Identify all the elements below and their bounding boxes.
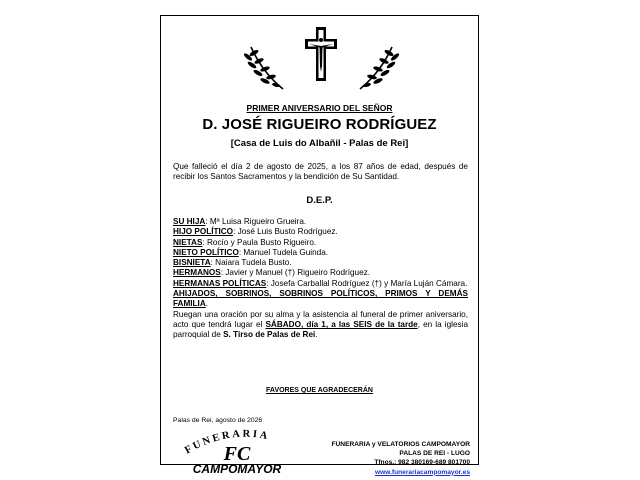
family-relation: HIJO POLÍTICO bbox=[173, 227, 234, 237]
family-row bbox=[173, 279, 468, 289]
family-members: : Josefa Carballal Rodríguez (†) y María Luján Cámara. bbox=[266, 278, 468, 288]
family-row bbox=[173, 217, 468, 227]
family-members: : José Luis Busto Rodríguez. bbox=[233, 227, 338, 237]
family-members: : Rocío y Paula Busto Rigueiro. bbox=[202, 237, 317, 247]
family-relation: BISNIETA bbox=[173, 258, 211, 268]
laurel-branch-right-icon bbox=[356, 43, 400, 91]
family-members: . bbox=[205, 299, 209, 309]
deceased-name: D. JOSÉ RIGUEIRO RODRÍGUEZ bbox=[202, 116, 437, 133]
anniversary-subtitle: PRIMER ANIVERSARIO DEL SEÑOR bbox=[246, 103, 393, 113]
request-text: , en la iglesia parroquial de bbox=[173, 319, 468, 340]
laurel-branch-left-icon bbox=[243, 43, 287, 91]
logo-monogram: FC bbox=[223, 443, 251, 465]
family-members: : Mª Luisa Rigueiro Grueira. bbox=[205, 217, 307, 226]
funeral-datetime: SÁBADO, día 1, a las SEIS de la tarde bbox=[265, 319, 418, 329]
company-location: PALAS DE REI - LUGO bbox=[399, 450, 470, 458]
obituary-card bbox=[160, 15, 479, 476]
house-name: [Casa de Luis do Albañil - Palas de Rei] bbox=[230, 138, 409, 149]
family-relation: NIETO POLÍTICO bbox=[173, 247, 239, 257]
company-phones: Tfnos.: 982 380169-689 801700 bbox=[374, 459, 470, 467]
family-row bbox=[173, 258, 468, 268]
place-date: Palas de Rei, agosto de 2026 bbox=[173, 417, 263, 424]
family-members: : Javier y Manuel (†) Rigueiro Rodríguez. bbox=[220, 268, 371, 278]
family-relation: HERMANOS bbox=[173, 268, 221, 278]
company-website-link[interactable]: www.funerariacampomayor.es bbox=[374, 468, 470, 476]
death-notice-text: Que falleció el día 2 de agosto de 2025, a los 87 años de edad, después de recibir los Santos Sacramentos y la bendición de Su Santidad. bbox=[173, 162, 468, 182]
family-members: : Manuel Tudela Guinda. bbox=[238, 247, 329, 257]
family-relation: NIETAS bbox=[173, 237, 203, 247]
family-row bbox=[173, 248, 468, 258]
family-row bbox=[173, 227, 468, 237]
funeral-request bbox=[173, 310, 468, 341]
logo-top-text: FUNERARIA bbox=[183, 428, 271, 457]
family-relation: SU HIJA bbox=[173, 217, 206, 226]
funeral-home-contact bbox=[332, 440, 470, 477]
thanks-line: FAVORES QUE AGRADECERÁN bbox=[266, 387, 373, 394]
family-row bbox=[173, 268, 468, 278]
family-members: : Naiara Tudela Busto. bbox=[210, 258, 292, 268]
request-text: Ruegan una oración por su alma y la asistencia al funeral de primer aniversario, acto que tendrá lugar el bbox=[173, 309, 468, 329]
family-relation: HERMANAS POLÍTICAS bbox=[173, 278, 267, 288]
logo-bottom-text: CAMPOMAYOR bbox=[192, 462, 282, 476]
family-row bbox=[173, 289, 468, 310]
family-list bbox=[173, 217, 468, 341]
church-name: S. Tirso de Palas de Rei bbox=[223, 330, 316, 340]
rip-heading: D.E.P. bbox=[306, 195, 333, 206]
family-relation: AHIJADOS, SOBRINOS, SOBRINOS POLÍTICOS, PRIMOS Y DEMÁS FAMILIA bbox=[173, 289, 468, 309]
request-text: . bbox=[315, 330, 318, 340]
company-name: FUNERARIA y VELATORIOS CAMPOMAYOR bbox=[331, 441, 470, 448]
crucifix-icon bbox=[304, 26, 338, 82]
funeraria-campomayor-logo bbox=[175, 426, 300, 476]
family-row bbox=[173, 238, 468, 248]
